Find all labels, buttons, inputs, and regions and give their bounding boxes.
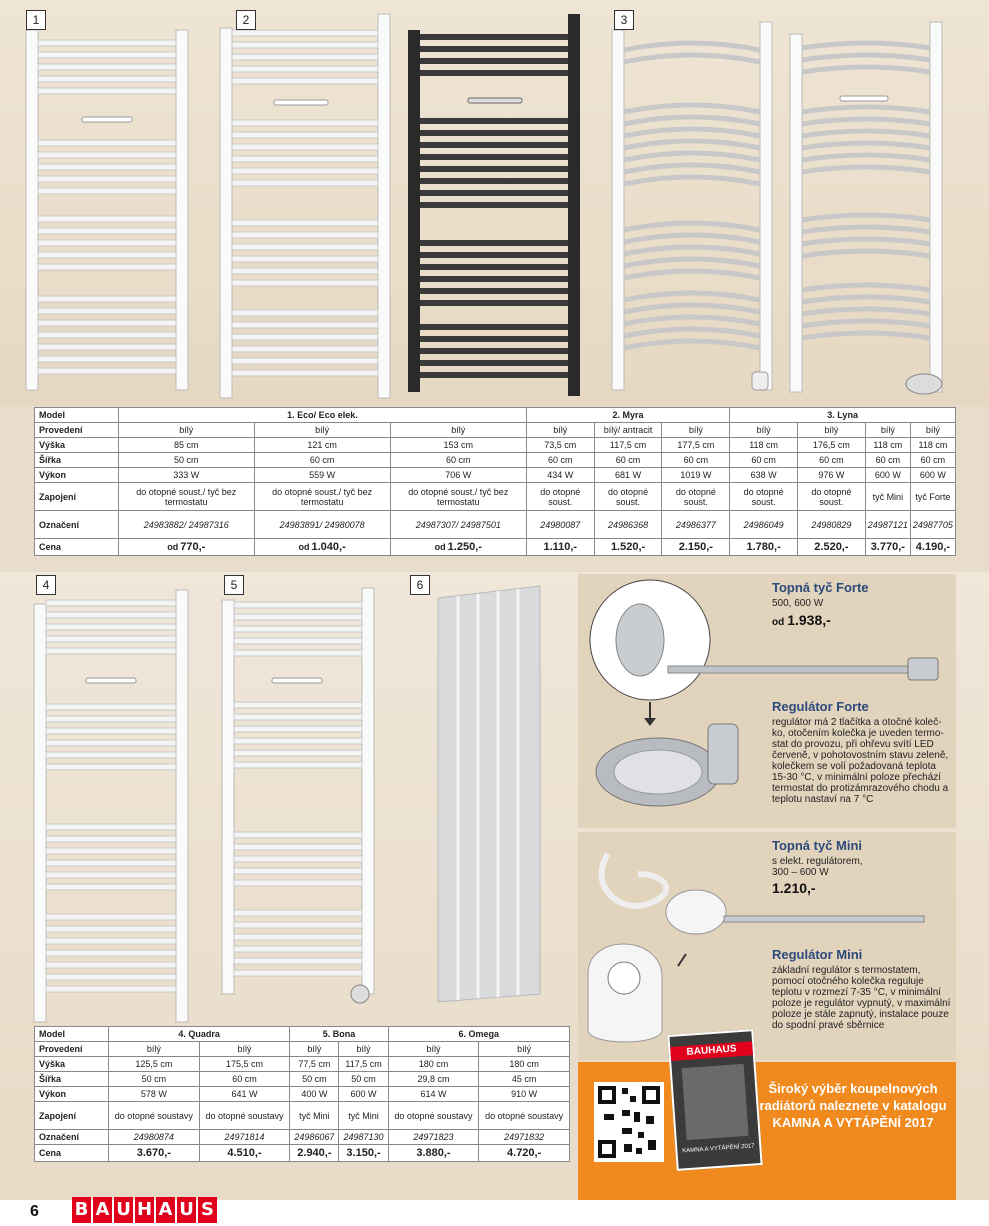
radiator-omega-image [438,586,540,1002]
price-cell: od 770,- [119,539,255,556]
cell: bílý [388,1042,479,1057]
cell: 175,5 cm [199,1057,290,1072]
cell: do otopné soust. [730,483,798,511]
cell: 24971832 [479,1130,570,1145]
cell: bílý [119,423,255,438]
radiator-lyna-image [612,22,772,390]
row-height [35,1057,570,1072]
cell: do otopné soust. [594,483,662,511]
logo-letter: B [72,1197,91,1223]
price-cell: 4.190,- [910,539,955,556]
cell: 614 W [388,1087,479,1102]
mini-regulator-image [588,944,662,1042]
mini-regulator-title: Regulátor Mini [772,947,863,962]
cell: 177,5 cm [662,438,730,453]
catalog-brand: BAUHAUS [670,1041,753,1061]
cell: bílý [662,423,730,438]
forte-rod-power: 500, 600 W [772,598,824,609]
cell: 24980874 [109,1130,200,1145]
radiator-lyna-forte-image [790,22,942,394]
row-price [35,539,956,556]
cell: tyč Mini [865,483,910,511]
cell: 24987307/ 24987501 [390,511,526,539]
cell: 1019 W [662,468,730,483]
cell: 117,5 cm [339,1057,388,1072]
cell: bílý [798,423,866,438]
spec-table-top [34,407,956,556]
row-connection [35,1102,570,1130]
cell: 60 cm [798,453,866,468]
cell: bílý [254,423,390,438]
row-label: Cena [35,1145,109,1162]
cell: 578 W [109,1087,200,1102]
cell: bílý [730,423,798,438]
cell: 85 cm [119,438,255,453]
cell: 153 cm [390,438,526,453]
cell: bílý [199,1042,290,1057]
cell: 910 W [479,1087,570,1102]
cell: bílý [390,423,526,438]
cell: tyč Forte [910,483,955,511]
cell: 176,5 cm [798,438,866,453]
cell: 118 cm [730,438,798,453]
arrow-up-icon [678,954,686,966]
model-header: 1. Eco/ Eco elek. [119,408,527,423]
row-label: Zapojení [35,483,119,511]
cell: bílý [910,423,955,438]
row-code [35,1130,570,1145]
cell: 638 W [730,468,798,483]
cell: 60 cm [526,453,594,468]
cell: 24983891/ 24980078 [254,511,390,539]
row-label: Výkon [35,1087,109,1102]
cell: 24986368 [594,511,662,539]
cell: 77,5 cm [290,1057,339,1072]
row-label: Cena [35,539,119,556]
row-power [35,1087,570,1102]
cell: 60 cm [730,453,798,468]
cell: 50 cm [290,1072,339,1087]
cell: do otopné soustavy [109,1102,200,1130]
cell: 24986067 [290,1130,339,1145]
cell: 118 cm [910,438,955,453]
cell: 559 W [254,468,390,483]
row-finish [35,1042,570,1057]
bottom-radiator-images [0,574,575,1024]
forte-rod-price: od 1.938,- [772,612,831,628]
product-number-2: 2 [236,10,256,30]
cell: 24980829 [798,511,866,539]
cell: 434 W [526,468,594,483]
cell: 60 cm [910,453,955,468]
row-label: Šířka [35,1072,109,1087]
row-width [35,453,956,468]
cell: 24986049 [730,511,798,539]
forte-rod-title: Topná tyč Forte [772,580,869,595]
cell: 60 cm [594,453,662,468]
cell: 45 cm [479,1072,570,1087]
cell: bílý [865,423,910,438]
price-cell: 2.940,- [290,1145,339,1162]
price-cell: 1.780,- [730,539,798,556]
cell: tyč Mini [290,1102,339,1130]
cell: tyč Mini [339,1102,388,1130]
forte-rod-image [590,580,938,700]
arrow-head-icon [644,718,656,726]
spec-table-bottom [34,1026,570,1162]
mini-regulator-desc: základní regulátor s termostatem, pomocí otočného kolečka reguluje teplotu v rozmezí 7-35 °C, v minimální poloze je regulátor vypnutý, v maximální poloze je stále zapnutý, instalace pouze do spodní pravé sběrnice [772,965,951,1031]
mini-rod-price: 1.210,- [772,880,816,896]
cell: 121 cm [254,438,390,453]
cell: do otopné soust. [798,483,866,511]
cell: 681 W [594,468,662,483]
cell: bílý [479,1042,570,1057]
forte-regulator-image [596,724,738,806]
cell: 24983882/ 24987316 [119,511,255,539]
qr-code-icon[interactable] [594,1082,664,1162]
cell: 60 cm [662,453,730,468]
cell: bílý [290,1042,339,1057]
row-label: Označení [35,511,119,539]
mini-rod-title: Topná tyč Mini [772,838,863,853]
row-label-model: Model [35,408,119,423]
product-number-6: 6 [410,575,430,595]
cell: 60 cm [254,453,390,468]
cell: 24986377 [662,511,730,539]
cell: 50 cm [119,453,255,468]
price-cell: 3.770,- [865,539,910,556]
product-number-3: 3 [614,10,634,30]
cell: do otopné soust. [526,483,594,511]
cell: 976 W [798,468,866,483]
price-cell: od 1.040,- [254,539,390,556]
cell: 400 W [290,1087,339,1102]
row-label: Zapojení [35,1102,109,1130]
cell: 24987130 [339,1130,388,1145]
model-header: 5. Bona [290,1027,388,1042]
price-cell: 3.150,- [339,1145,388,1162]
row-height [35,438,956,453]
cell: do otopné soust. [662,483,730,511]
row-label: Provedení [35,1042,109,1057]
cell: 641 W [199,1087,290,1102]
cell: bílý [339,1042,388,1057]
cell: 73,5 cm [526,438,594,453]
price-cell: 3.880,- [388,1145,479,1162]
price-cell: 2.150,- [662,539,730,556]
cell: do otopné soustavy [479,1102,570,1130]
model-header: 3. Lyna [730,408,956,423]
cell: 600 W [910,468,955,483]
row-label: Označení [35,1130,109,1145]
radiator-bona-image [222,588,374,1003]
product-number-1: 1 [26,10,46,30]
row-label: Šířka [35,453,119,468]
cell: 24971823 [388,1130,479,1145]
cell: 24971814 [199,1130,290,1145]
row-code [35,511,956,539]
top-radiator-images [0,0,989,406]
price-cell: 4.510,- [199,1145,290,1162]
cell: 24980087 [526,511,594,539]
cell: 29,8 cm [388,1072,479,1087]
cell: 125,5 cm [109,1057,200,1072]
price-cell: od 1.250,- [390,539,526,556]
cell: do otopné soustavy [199,1102,290,1130]
product-number-4: 4 [36,575,56,595]
promo-text: Široký výběr koupelnových radiátorů naleznete v katalogu KAMNA A VYTÁPĚNÍ 2017 [759,1081,947,1130]
mini-rod-power: s elekt. regulátorem, 300 – 600 W [772,856,863,878]
price-cell: 1.110,- [526,539,594,556]
cell: 118 cm [865,438,910,453]
cell: do otopné soust./ tyč bez termostatu [119,483,255,511]
cell: 60 cm [865,453,910,468]
bauhaus-logo[interactable] [72,1197,217,1225]
model-header: 6. Omega [388,1027,569,1042]
cell: 600 W [339,1087,388,1102]
price-cell: 3.670,- [109,1145,200,1162]
model-header: 2. Myra [526,408,729,423]
cell: 117,5 cm [594,438,662,453]
catalog-caption: KAMNA A VYTÁPĚNÍ 2017 [682,1143,755,1155]
cell: bílý [109,1042,200,1057]
price-cell: 1.520,- [594,539,662,556]
cell: 24987705 [910,511,955,539]
row-connection [35,483,956,511]
cell: 60 cm [390,453,526,468]
cell: bílý/ antracit [594,423,662,438]
cell: do otopné soust./ tyč bez termostatu [390,483,526,511]
radiator-quadra-image [34,590,188,1022]
price-cell: 2.520,- [798,539,866,556]
cell: 600 W [865,468,910,483]
row-label: Výkon [35,468,119,483]
radiator-eco-large-image [220,14,390,398]
cell: 50 cm [339,1072,388,1087]
catalog-cover[interactable] [667,1029,762,1171]
cell: 24987121 [865,511,910,539]
row-label: Výška [35,438,119,453]
cell: bílý [526,423,594,438]
cell: 180 cm [479,1057,570,1072]
price-cell: 4.720,- [479,1145,570,1162]
logo-letter: S [198,1197,217,1223]
cell: do otopné soustavy [388,1102,479,1130]
forte-regulator-desc: regulátor má 2 tlačítka a otočné koleč- ko, otočením kolečka je uveden termo- stat do provozu, při ohřevu svítí LED červeně, v pohotovostním stavu zeleně, kolečkem se volí požadovaná teplota 15-30 °C, v minimální poloze přechází termostat do protizámrazového chodu a teplotu nastaví na 7 °C [772,717,949,805]
logo-letter: H [135,1197,154,1223]
row-finish [35,423,956,438]
cell: 333 W [119,468,255,483]
model-header: 4. Quadra [109,1027,290,1042]
row-power [35,468,956,483]
row-width [35,1072,570,1087]
logo-letter: U [177,1197,196,1223]
cell: 50 cm [109,1072,200,1087]
radiator-eco-image [26,30,188,390]
cell: 180 cm [388,1057,479,1072]
catalog-image [682,1064,749,1140]
row-label: Provedení [35,423,119,438]
row-label-model: Model [35,1027,109,1042]
forte-regulator-title: Regulátor Forte [772,699,869,714]
logo-letter: A [93,1197,112,1223]
page-number: 6 [30,1203,39,1220]
logo-letter: A [156,1197,175,1223]
logo-letter: U [114,1197,133,1223]
row-label: Výška [35,1057,109,1072]
product-number-5: 5 [224,575,244,595]
row-price [35,1145,570,1162]
cell: 706 W [390,468,526,483]
radiator-myra-anthracite-image [408,14,580,396]
cell: 60 cm [199,1072,290,1087]
cell: do otopné soust./ tyč bez termostatu [254,483,390,511]
